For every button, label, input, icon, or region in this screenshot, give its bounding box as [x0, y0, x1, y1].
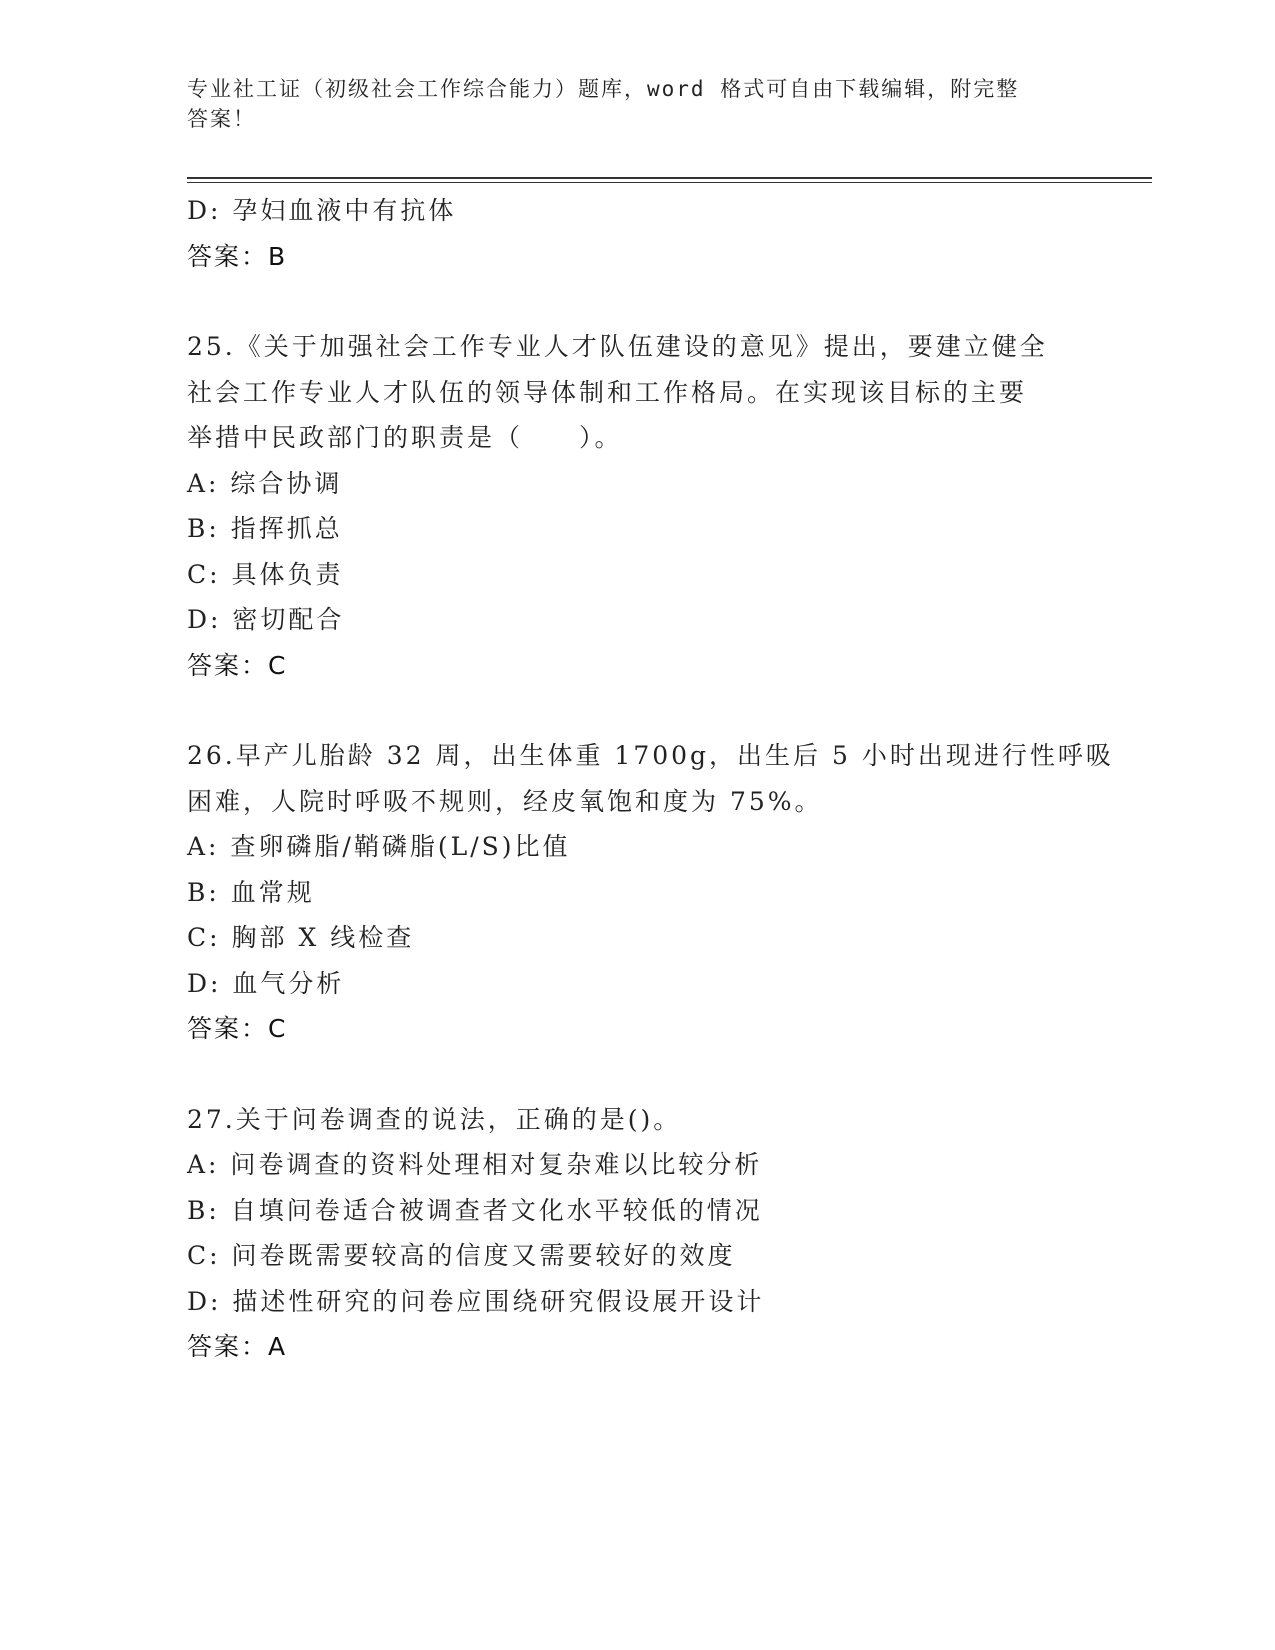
question-stem-line: 社会工作专业人才队伍的领导体制和工作格局。在实现该目标的主要 — [187, 377, 1028, 407]
option-d: D: 描述性研究的问卷应围绕研究假设展开设计 — [187, 1286, 765, 1316]
question-stem-line: 27.关于问卷调查的说法，正确的是()。 — [187, 1104, 682, 1134]
option-b: B: 血常规 — [187, 877, 315, 907]
option-a: A: 问卷调查的资料处理相对复杂难以比较分析 — [187, 1150, 763, 1179]
header-divider-thick — [187, 177, 1152, 179]
answer-label: 答案：C — [187, 1014, 288, 1043]
option-b: B: 指挥抓总 — [187, 514, 343, 543]
question-27 — [187, 1097, 1087, 1370]
option-c: C: 具体负责 — [187, 559, 344, 589]
question-26 — [187, 733, 1114, 1052]
answer-label: 答案：A — [187, 1332, 288, 1361]
option-a: A: 查卵磷脂/鞘磷脂(L/S)比值 — [187, 832, 571, 861]
question-stem-line: 困难，人院时呼吸不规则，经皮氧饱和度为 75%。 — [187, 786, 823, 816]
option-c: C: 问卷既需要较高的信度又需要较好的效度 — [187, 1241, 736, 1270]
header-divider-thin — [187, 182, 1152, 183]
question-stem-line: 举措中民政部门的职责是（ ）。 — [187, 423, 623, 452]
option-d: D: 密切配合 — [187, 605, 345, 634]
question-list — [187, 188, 1114, 1370]
answer-label: 答案：B — [187, 241, 288, 271]
question-24-tail — [187, 188, 1087, 279]
header-title-line-2: 答案！ — [187, 107, 256, 131]
option-c: C: 胸部 X 线检查 — [187, 923, 415, 952]
spacer — [187, 279, 1087, 324]
question-stem-line: 26.早产儿胎龄 32 周，出生体重 1700g，出生后 5 小时出现进行性呼吸 — [187, 741, 1114, 770]
question-25 — [187, 324, 1087, 688]
question-stem-line: 25.《关于加强社会工作专业人才队伍建设的意见》提出，要建立健全 — [187, 332, 1048, 361]
option-a: A: 综合协调 — [187, 468, 343, 498]
option-d: D: 孕妇血液中有抗体 — [187, 196, 457, 225]
option-d: D: 血气分析 — [187, 968, 345, 998]
answer-label: 答案：C — [187, 650, 288, 680]
spacer — [187, 688, 1087, 733]
option-b: B: 自填问卷适合被调查者文化水平较低的情况 — [187, 1195, 763, 1225]
document-header — [187, 74, 1087, 134]
spacer — [187, 1052, 1087, 1097]
header-title-line-1: 专业社工证（初级社会工作综合能力）题库，word 格式可自由下载编辑，附完整 — [187, 77, 1020, 101]
